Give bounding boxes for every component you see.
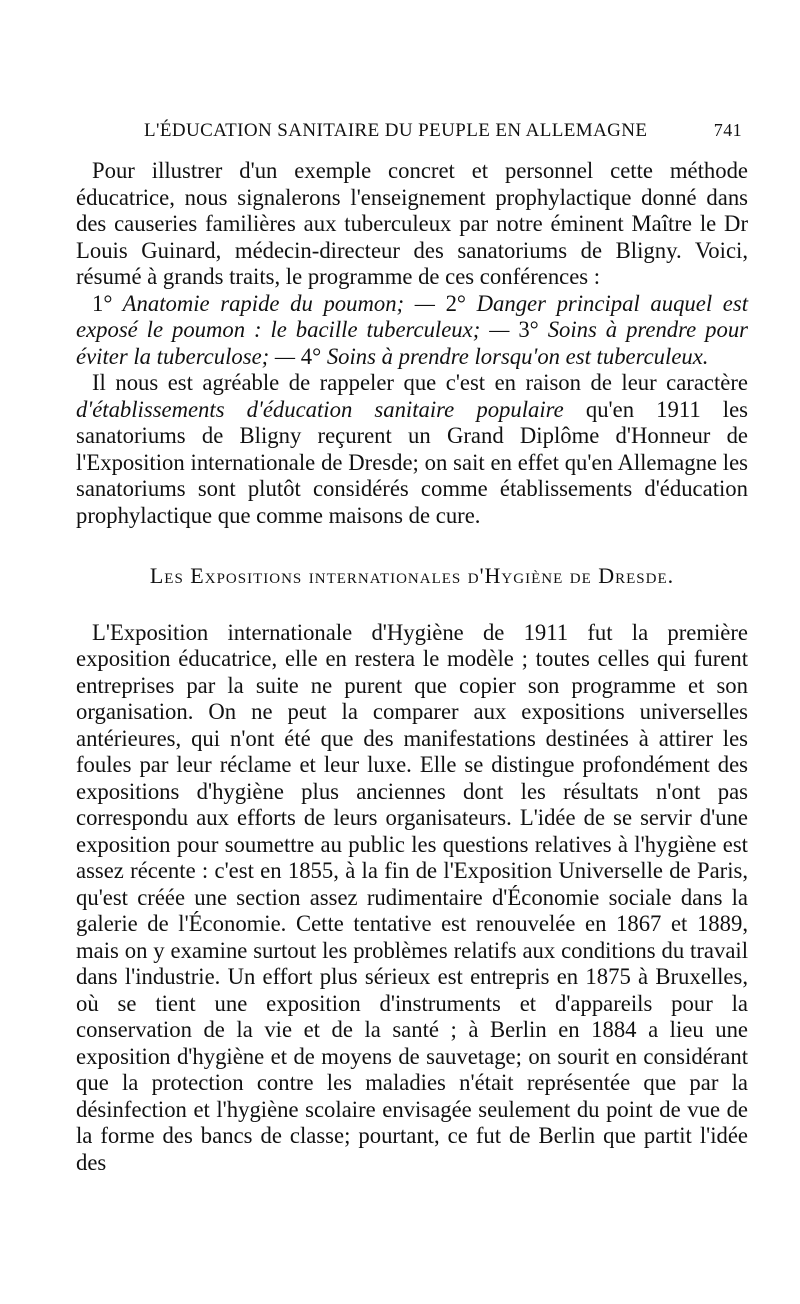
program-list	[76, 291, 748, 371]
paragraph-intro: Pour illustrer d'un exemple concret et personnel cette méthode éducatrice, nous signalerons l'enseignement prophylactique donné dans des causeries familières aux tuberculeux par notre éminent Maître le Dr Louis Guinard, médecin-directeur des sanatoriums de Bligny. Voici, résumé à grands traits, le programme de ces conférences :	[76, 158, 748, 289]
program-item-3-number: 3°	[518, 317, 539, 342]
paragraph-bligny	[76, 370, 748, 529]
program-item-4: Soins à prendre lorsqu'on est tuberculeux.	[326, 343, 709, 369]
program-item-1-number: 1°	[92, 290, 113, 316]
program-item-2-number: 2°	[445, 290, 466, 316]
paragraph-bligny-end: qu'en 1911 les sanatoriums de Bligny reçurent un Grand Diplôme d'Honneur de l'Exposition internationale de Dresde; on sait en effet qu'en Allemagne les sanatoriums sont plutôt considérés comme établissements d'éducation prophylactique que comme maisons de cure.	[76, 396, 748, 528]
paragraph-bligny-start: Il nous est agréable de rappeler que c'est en raison de leur caractère	[92, 370, 748, 395]
running-header	[144, 120, 742, 142]
paragraph-expositions: L'Exposition internationale d'Hygiène de 1911 fut la première exposition éducatrice, elle en restera le modèle ; toutes celles qui furent entreprises par la suite ne purent que copier son programme et son organisation. On ne peut la comparer aux expositions universelles antérieures, qui n'ont été que des manifestations destinées à attirer les foules par leur réclame et leur luxe. Elle se distingue profondément des expositions d'hygiène plus anciennes dont les résultats n'ont pas correspondu aux efforts de leurs organisateurs. L'idée de se servir d'une exposition pour soumettre au public les questions relatives à l'hygiène est assez récente : c'est en 1855, à la fin de l'Exposition Universelle de Paris, qu'est créée une section assez rudimentaire d'Économie sociale dans la galerie de l'Économie. Cette tentative est renouvelée en 1867 et 1889, mais on y examine surtout les problèmes relatifs aux conditions du travail dans l'industrie. Un effort plus sérieux est entrepris en 1875 à Bruxelles, où se tient une exposition d'instruments et d'appareils pour la conservation de la vie et de la santé ; à Berlin en 1884 a lieu une exposition d'hygiène et de moyens de sauvetage; on sourit en considérant que la protection contre les maladies n'était représentée que par la désinfection et l'hygiène scolaire envisagée seulement du point de vue de la forme des bancs de classe; pourtant, ce fut de Berlin que partit l'idée des	[76, 619, 748, 1175]
program-item-2: Danger principal auquel est exposé le poumon : le bacille tuberculeux; —	[76, 290, 748, 342]
running-title: L'ÉDUCATION SANITAIRE DU PEUPLE EN ALLEMAGNE	[144, 120, 648, 141]
page-number: 741	[713, 120, 742, 140]
program-item-3: Soins à prendre pour éviter la tuberculose; —	[76, 317, 749, 369]
paragraph-bligny-emphasis: d'établissements d'éducation sanitaire populaire	[76, 396, 564, 422]
section-title: Les Expositions internationales d'Hygiène de Dresde.	[149, 563, 675, 588]
program-item-4-number: 4°	[300, 343, 322, 369]
program-item-1: Anatomie rapide du poumon; —	[122, 290, 435, 316]
page-body	[76, 158, 748, 1176]
